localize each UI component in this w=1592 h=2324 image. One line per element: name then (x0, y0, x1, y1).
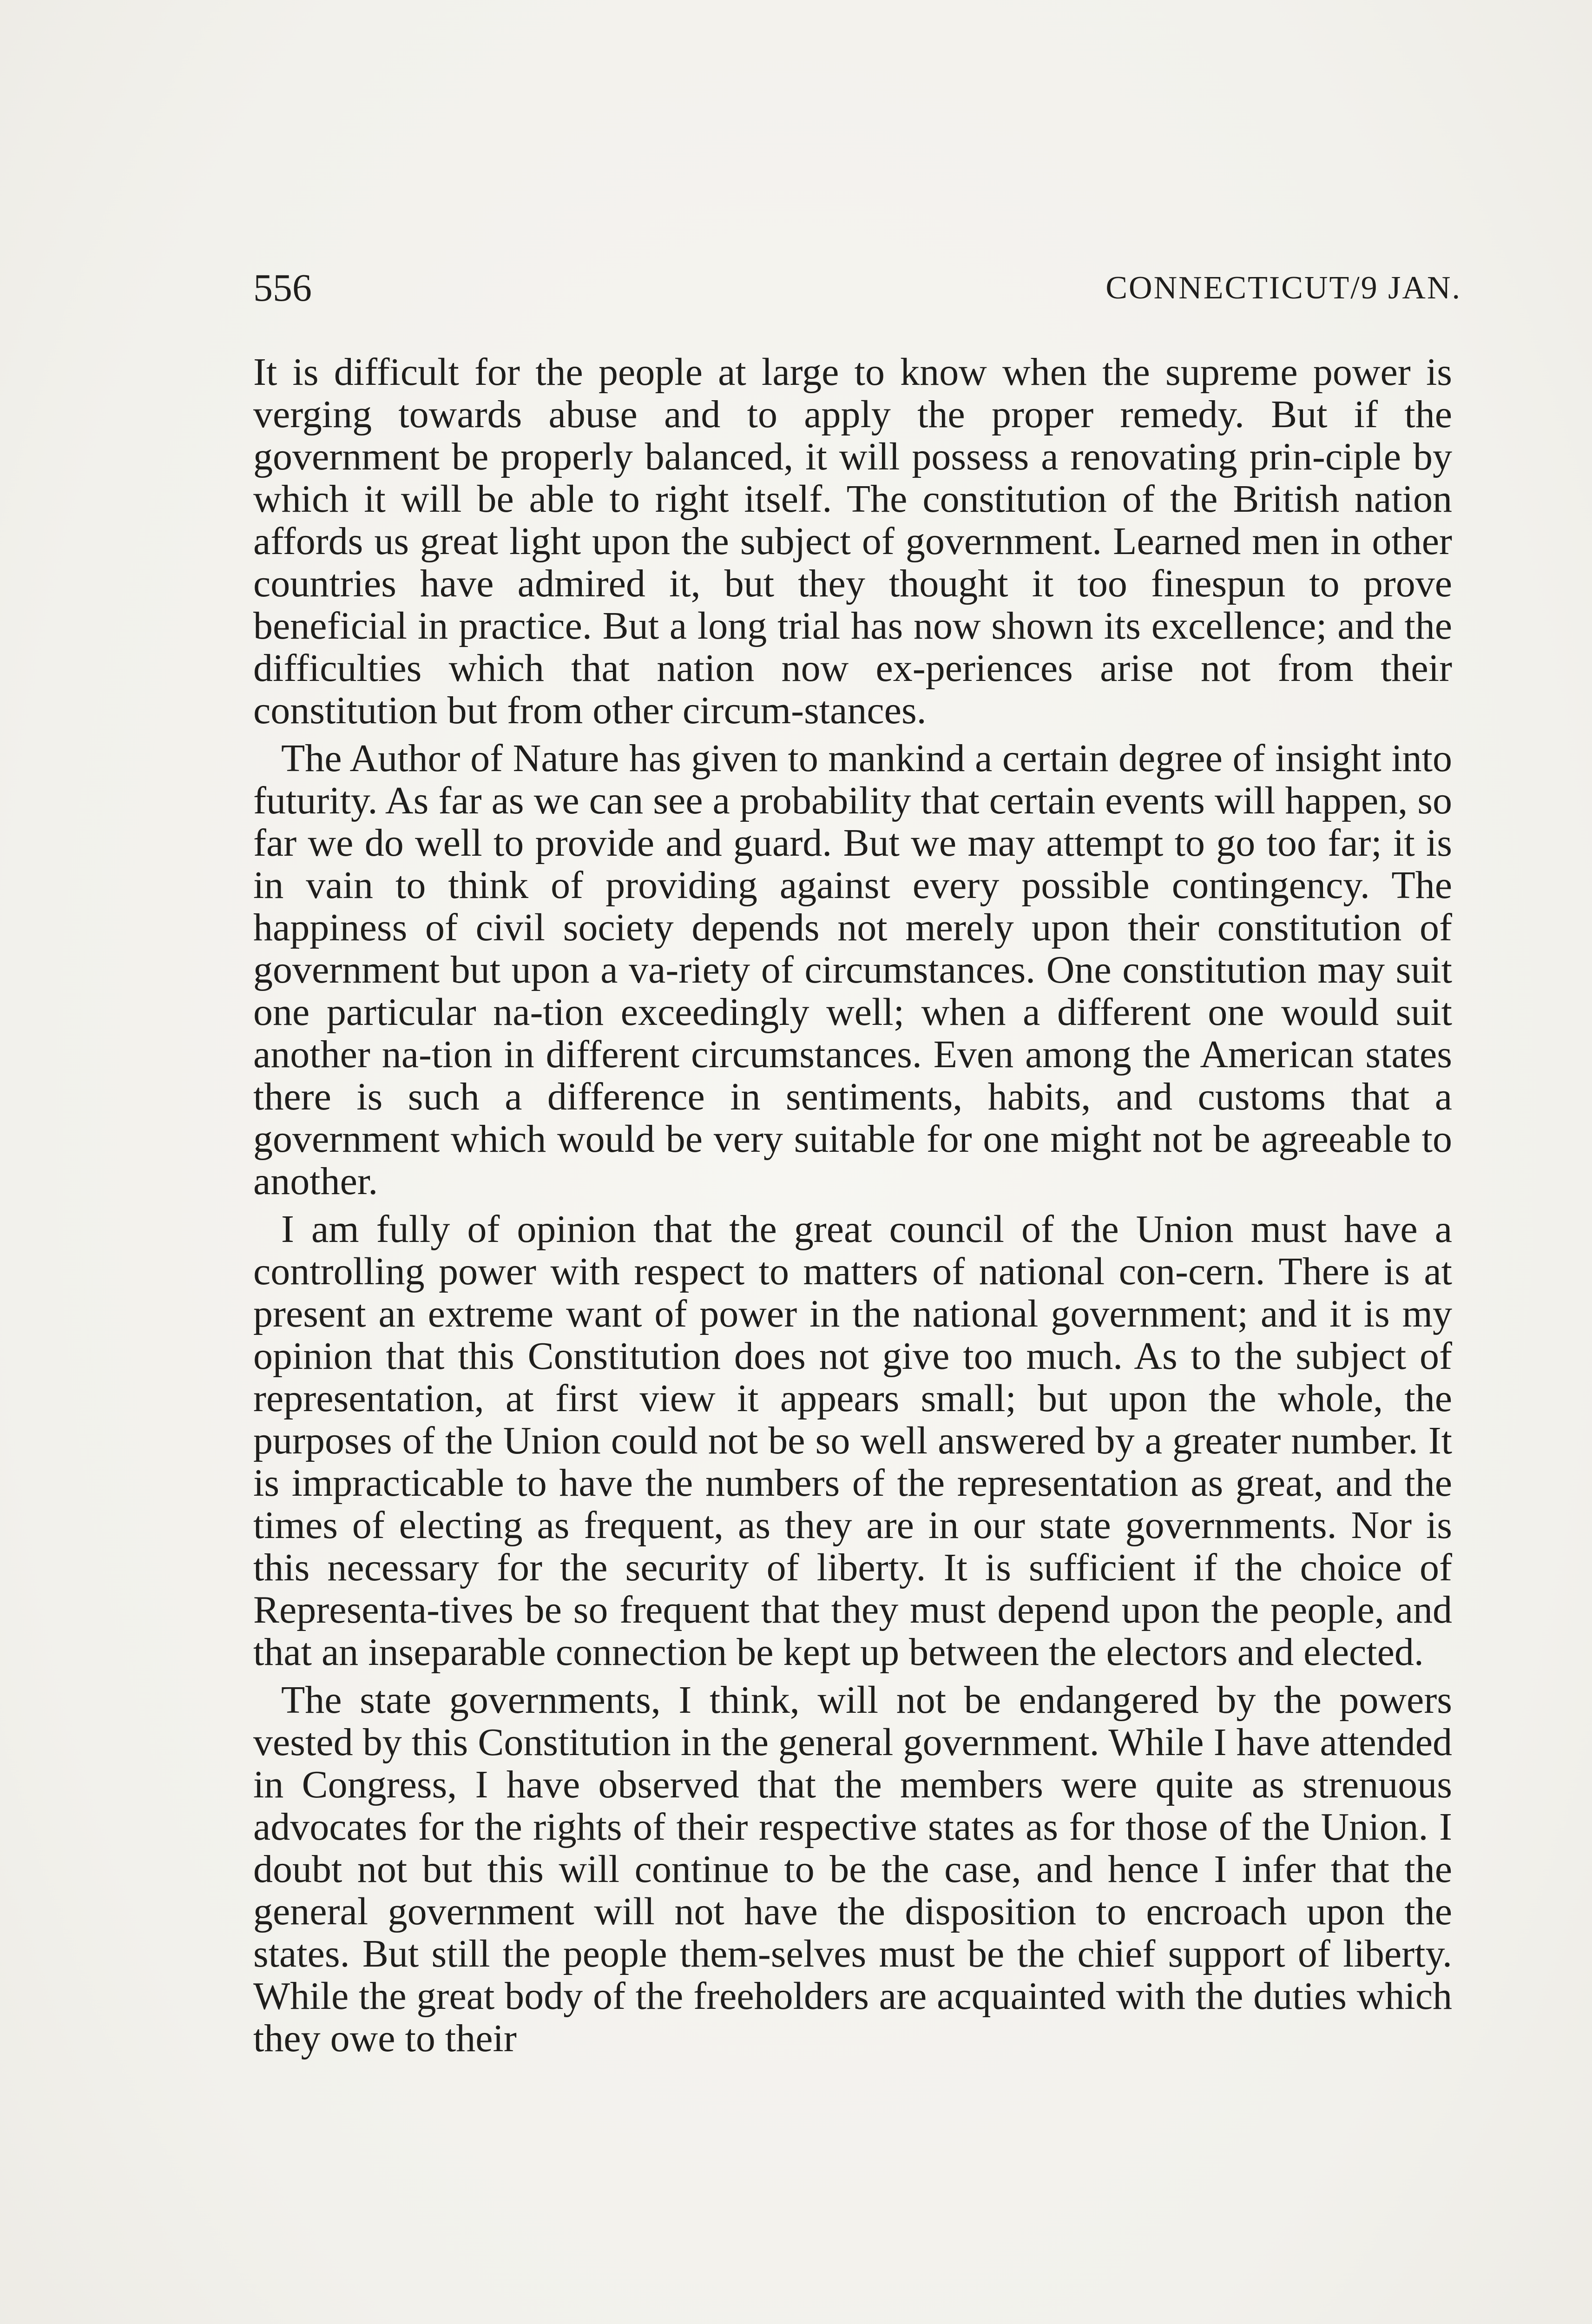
running-title: CONNECTICUT/9 JAN. (1105, 270, 1461, 306)
paragraph-4: The state governments, I think, will not be endangered by the powers vested by this Constitution in the general government. While I have attended in Congress, I have observed that the members were quite as strenuous advocates for the rights of their respective states as for those of the Union. I doubt not but this will continue to be the case, and hence I infer that the general government will not have the disposition to encroach upon the states. But still the people them-selves must be the chief support of liberty. While the great body of the freeholders are acquainted with the duties which they owe to their (253, 1678, 1452, 2060)
paragraph-3: I am fully of opinion that the great council of the Union must have a controlling power with respect to matters of national con-cern. There is at present an extreme want of power in the national government; and it is my opinion that this Constitution does not give too much. As to the subject of representation, at first view it appears small; but upon the whole, the purposes of the Union could not be so well answered by a greater number. It is impracticable to have the numbers of the representation as great, and the times of electing as frequent, as they are in our state governments. Nor is this necessary for the security of liberty. It is sufficient if the choice of Representa-tives be so frequent that they must depend upon the people, and that an inseparable connection be kept up between the electors and elected. (253, 1208, 1452, 1674)
running-head (253, 265, 1461, 311)
paragraph-1: It is difficult for the people at large to know when the supreme power is verging towards abuse and to apply the proper remedy. But if the government be properly balanced, it will possess a renovating prin-ciple by which it will be able to right itself. The constitution of the British nation affords us great light upon the subject of government. Learned men in other countries have admired it, but they thought it too finespun to prove beneficial in practice. But a long trial has now shown its excellence; and the difficulties which that nation now ex-periences arise not from their constitution but from other circum-stances. (253, 350, 1452, 732)
page-number: 556 (253, 266, 312, 310)
body-text (253, 351, 1452, 2065)
paragraph-2: The Author of Nature has given to mankind a certain degree of insight into futurity. As far as we can see a probability that certain events will happen, so far we do well to provide and guard. But we may attempt to go too far; it is in vain to think of providing against every possible contingency. The happiness of civil society depends not merely upon their constitution of government but upon a va-riety of circumstances. One constitution may suit one particular na-tion exceedingly well; when a different one would suit another na-tion in different circumstances. Even among the American states there is such a difference in sentiments, habits, and customs that a government which would be very suitable for one might not be agreeable to another. (253, 737, 1452, 1203)
